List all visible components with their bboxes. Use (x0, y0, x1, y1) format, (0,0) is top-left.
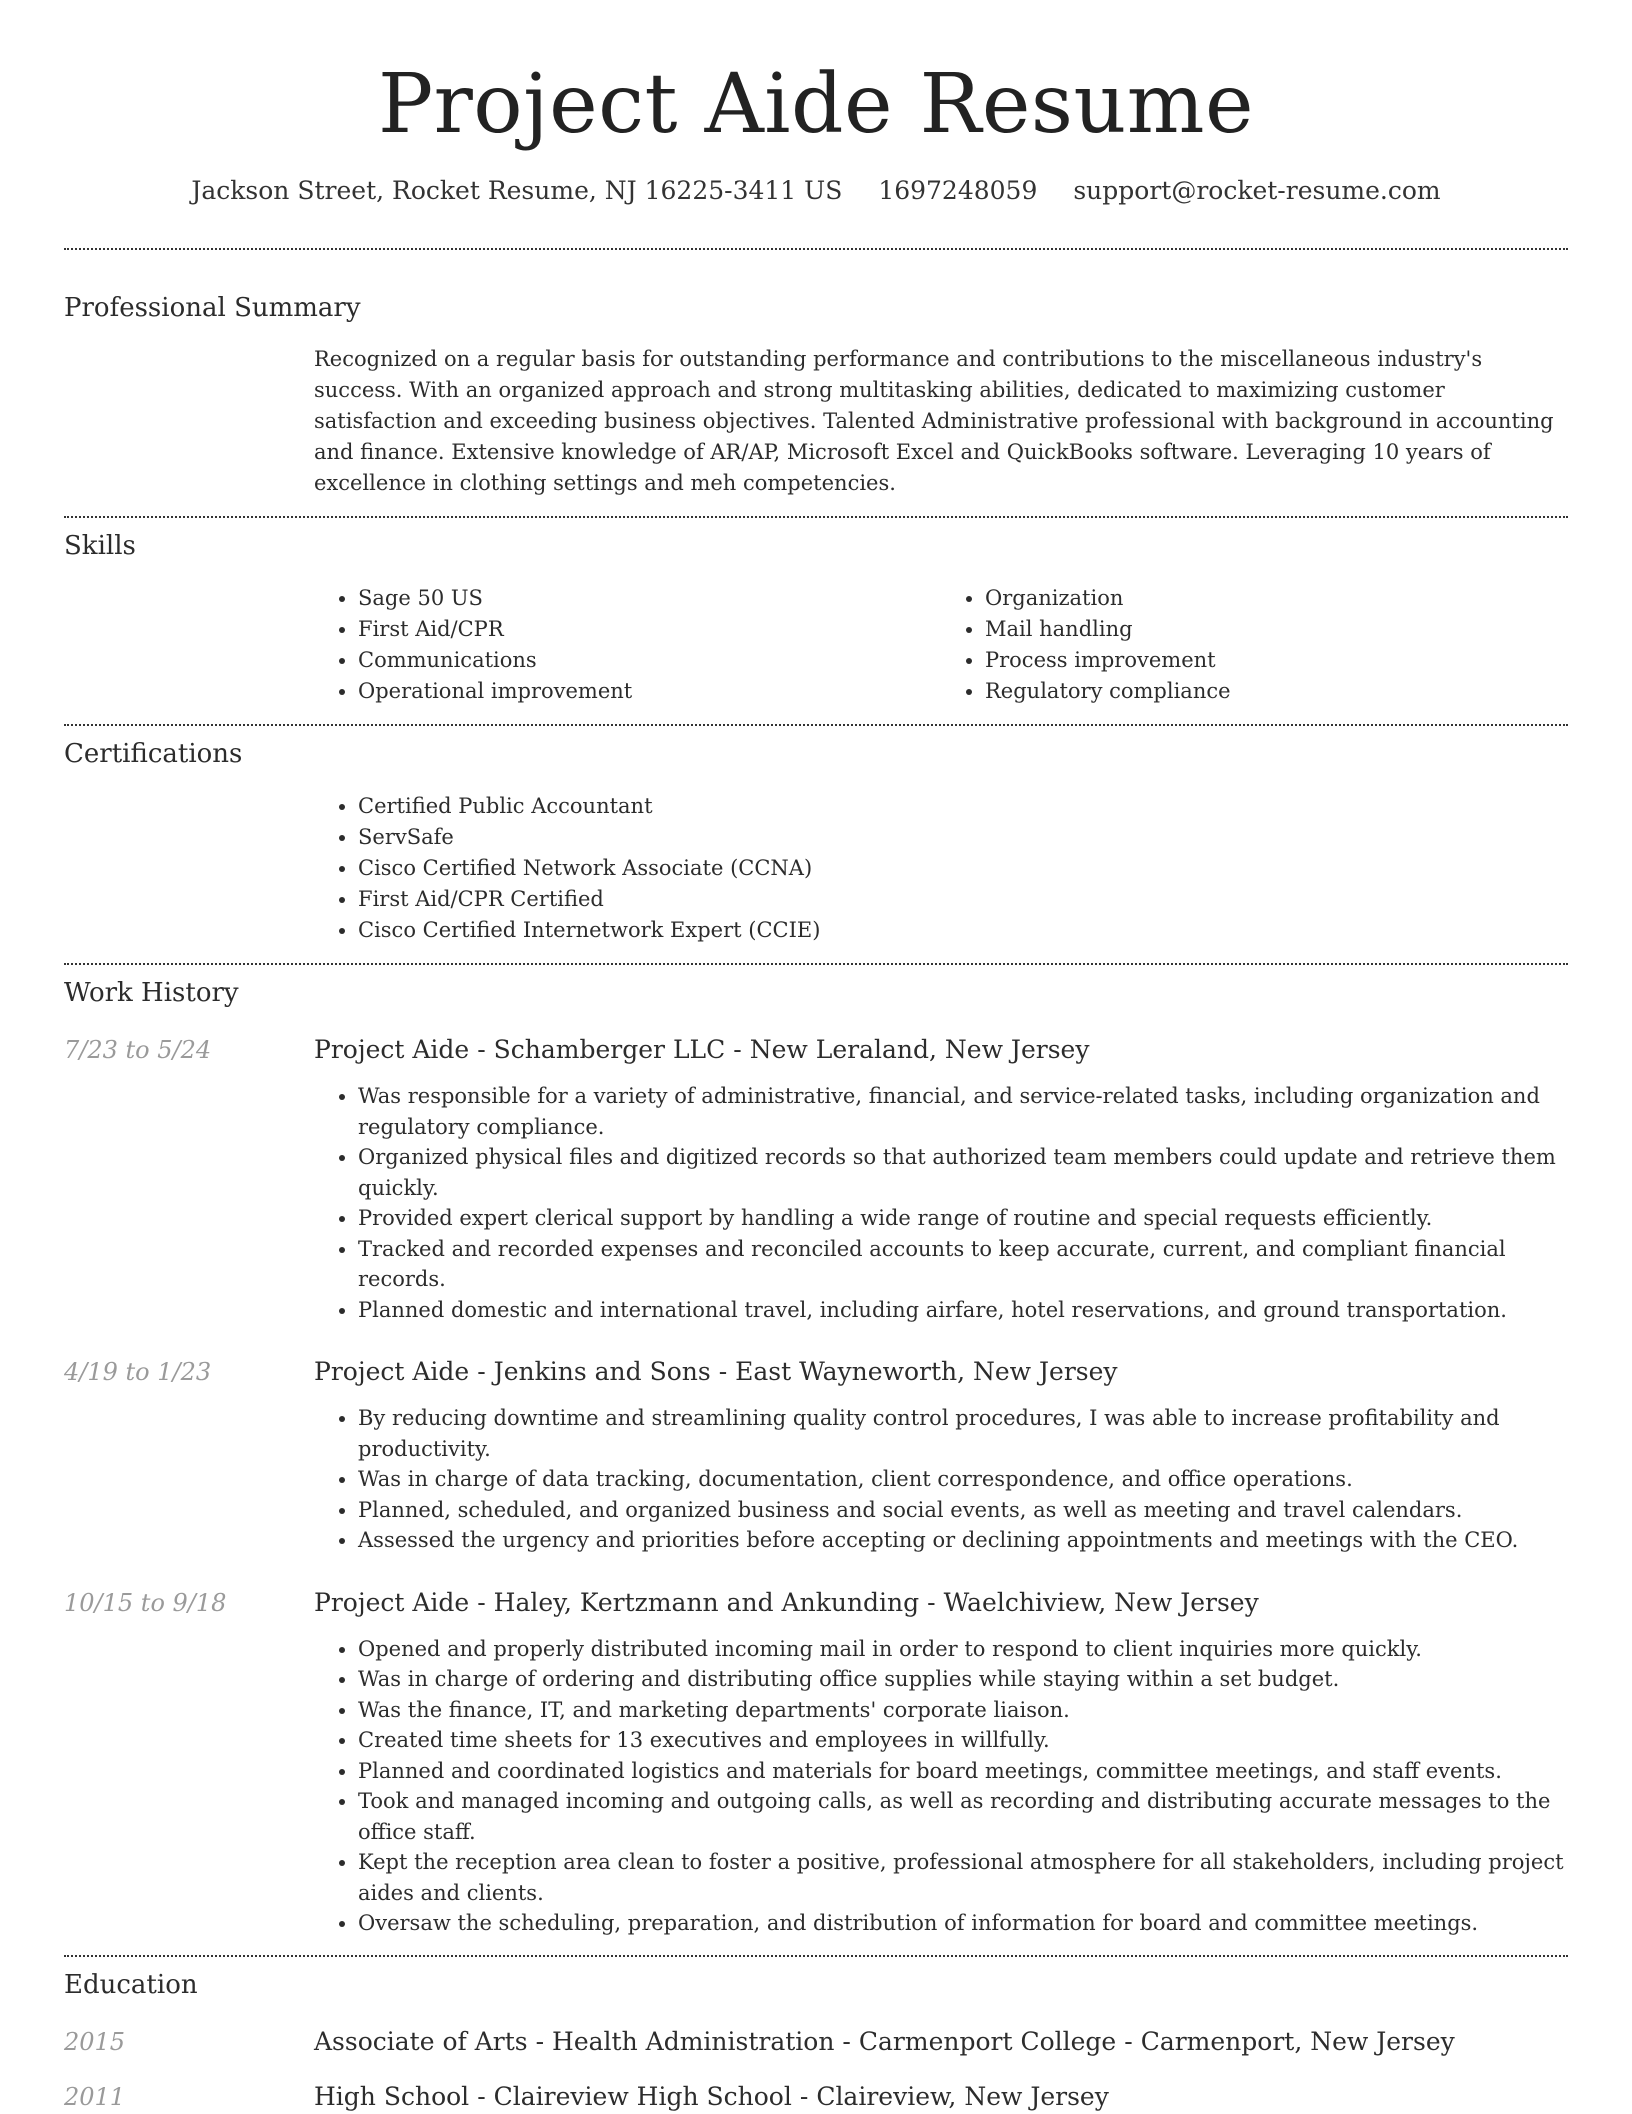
work-bullets (314, 1403, 1568, 1556)
divider (64, 516, 1568, 518)
skill-item: • Organization (985, 583, 1568, 614)
divider (64, 724, 1568, 726)
job-location: Waelchiview, New Jersey (943, 1587, 1259, 1617)
work-entry (64, 1355, 1568, 1556)
work-title: Project Aide - Jenkins and Sons - East Wayneworth, New Jersey (314, 1357, 1118, 1386)
section-heading-work-history: Work History (64, 978, 239, 1008)
work-bullet: • Was in charge of ordering and distributing office supplies while staying within a set budget. (358, 1664, 1568, 1695)
contact-line (64, 174, 1568, 208)
work-dates: 4/19 to 1/23 (64, 1358, 212, 1386)
skill-item: • Regulatory compliance (985, 676, 1568, 707)
work-bullet: • Was responsible for a variety of administrative, financial, and service-related tasks, including organization and regulatory compliance. (358, 1081, 1568, 1142)
certification-item: • First Aid/CPR Certified (358, 884, 1568, 915)
education-entry (64, 2025, 1568, 2059)
certifications-section (314, 791, 1568, 946)
education-year: 2015 (64, 2027, 126, 2056)
certification-item: • Certified Public Accountant (358, 791, 1568, 822)
work-bullet: • Planned domestic and international travel, including airfare, hotel reservations, and ground transportation. (358, 1295, 1568, 1326)
section-heading-education: Education (64, 1969, 198, 2000)
company-name: Haley, Kertzmann and Ankunding (493, 1587, 920, 1617)
job-title: Project Aide (314, 1587, 470, 1617)
work-dates: 7/23 to 5/24 (64, 1036, 212, 1064)
work-bullets (314, 1081, 1568, 1325)
work-bullet: • Tracked and recorded expenses and reconciled accounts to keep accurate, current, and compliant financial records. (358, 1234, 1568, 1295)
work-bullets (314, 1634, 1568, 1939)
divider (64, 963, 1568, 965)
skill-item: • First Aid/CPR (358, 614, 941, 645)
certification-item: • ServSafe (358, 822, 1568, 853)
school-name: Carmenport College (858, 2026, 1117, 2056)
work-bullet: • Opened and properly distributed incoming mail in order to respond to client inquiries more quickly. (358, 1634, 1568, 1665)
certification-item: • Cisco Certified Internetwork Expert (CCIE) (358, 915, 1568, 946)
section-heading-summary: Professional Summary (64, 293, 361, 323)
work-entry (64, 1586, 1568, 1939)
school-location: Carmenport, New Jersey (1140, 2026, 1455, 2056)
work-bullet: • Planned and coordinated logistics and materials for board meetings, committee meetings, and staff events. (358, 1756, 1568, 1787)
work-bullet: • Kept the reception area clean to foster a positive, professional atmosphere for all stakeholders, including project aides and clients. (358, 1847, 1568, 1908)
work-dates: 10/15 to 9/18 (64, 1588, 227, 1617)
work-title: Project Aide - Haley, Kertzmann and Ankunding - Waelchiview, New Jersey (314, 1587, 1259, 1617)
summary-section (314, 344, 1568, 499)
work-bullet: • Took and managed incoming and outgoing calls, as well as recording and distributing accurate messages to the office staff. (358, 1786, 1568, 1847)
work-entry (64, 1033, 1568, 1325)
contact-phone: 1697248059 (878, 176, 1038, 205)
school-name: Claireview High School (493, 2081, 792, 2111)
job-location: New Leraland, New Jersey (749, 1035, 1090, 1064)
job-title: Project Aide (314, 1357, 470, 1386)
work-bullet: • Was the finance, IT, and marketing departments' corporate liaison. (358, 1695, 1568, 1726)
work-bullet: • Assessed the urgency and priorities before accepting or declining appointments and meetings with the CEO. (358, 1525, 1568, 1556)
company-name: Jenkins and Sons (493, 1357, 711, 1386)
contact-email: support@rocket-resume.com (1073, 176, 1441, 205)
certifications-list (314, 791, 1568, 946)
job-title: Project Aide (314, 1035, 470, 1064)
skill-item: • Process improvement (985, 645, 1568, 676)
education-year: 2011 (64, 2082, 126, 2111)
skill-item: • Mail handling (985, 614, 1568, 645)
skill-item: • Sage 50 US (358, 583, 941, 614)
skills-section (314, 583, 1568, 707)
work-bullet: • Oversaw the scheduling, preparation, and distribution of information for board and committee meetings. (358, 1908, 1568, 1939)
degree: Associate of Arts (314, 2026, 528, 2056)
job-location: East Wayneworth, New Jersey (735, 1357, 1118, 1386)
field-of-study: Health Administration (552, 2026, 835, 2056)
contact-address: Jackson Street, Rocket Resume, NJ 16225-3411 US (191, 176, 843, 205)
education-title: High School - Claireview High School - Claireview, New Jersey (314, 2081, 1109, 2111)
work-bullet: • Was in charge of data tracking, documentation, client correspondence, and office operations. (358, 1464, 1568, 1495)
work-bullet: • Created time sheets for 13 executives and employees in willfully. (358, 1725, 1568, 1756)
education-entry (64, 2080, 1568, 2114)
summary-text: Recognized on a regular basis for outstanding performance and contributions to the miscellaneous industry's success. With an organized approach and strong multitasking abilities, dedicated to maximizing customer satisfaction and exceeding business objectives. Talented Administrative professional with background in accounting and finance. Extensive knowledge of AR/AP, Microsoft Excel and QuickBooks software. Leveraging 10 years of excellence in clothing settings and meh competencies. (314, 347, 1554, 495)
divider (64, 248, 1568, 250)
resume-title: Project Aide Resume (377, 57, 1255, 152)
company-name: Schamberger LLC (493, 1035, 726, 1064)
work-bullet: • Organized physical files and digitized records so that authorized team members could update and retrieve them quickly. (358, 1142, 1568, 1203)
section-heading-certifications: Certifications (64, 739, 243, 769)
divider (64, 1955, 1568, 1957)
work-title: Project Aide - Schamberger LLC - New Leraland, New Jersey (314, 1035, 1090, 1064)
skill-item: • Communications (358, 645, 941, 676)
work-bullet: • By reducing downtime and streamlining quality control procedures, I was able to increase profitability and productivity. (358, 1403, 1568, 1464)
section-heading-skills: Skills (64, 531, 136, 561)
degree: High School (314, 2081, 470, 2111)
skills-list-right (941, 583, 1568, 707)
skill-item: • Operational improvement (358, 676, 941, 707)
education-title: Associate of Arts - Health Administration - Carmenport College - Carmenport, New Jersey (314, 2026, 1455, 2056)
certification-item: • Cisco Certified Network Associate (CCNA) (358, 853, 1568, 884)
work-bullet: • Provided expert clerical support by handling a wide range of routine and special requests efficiently. (358, 1203, 1568, 1234)
school-location: Claireview, New Jersey (816, 2081, 1109, 2111)
skills-list-left (314, 583, 941, 707)
work-bullet: • Planned, scheduled, and organized business and social events, as well as meeting and travel calendars. (358, 1495, 1568, 1526)
resume-page (64, 0, 1568, 2114)
